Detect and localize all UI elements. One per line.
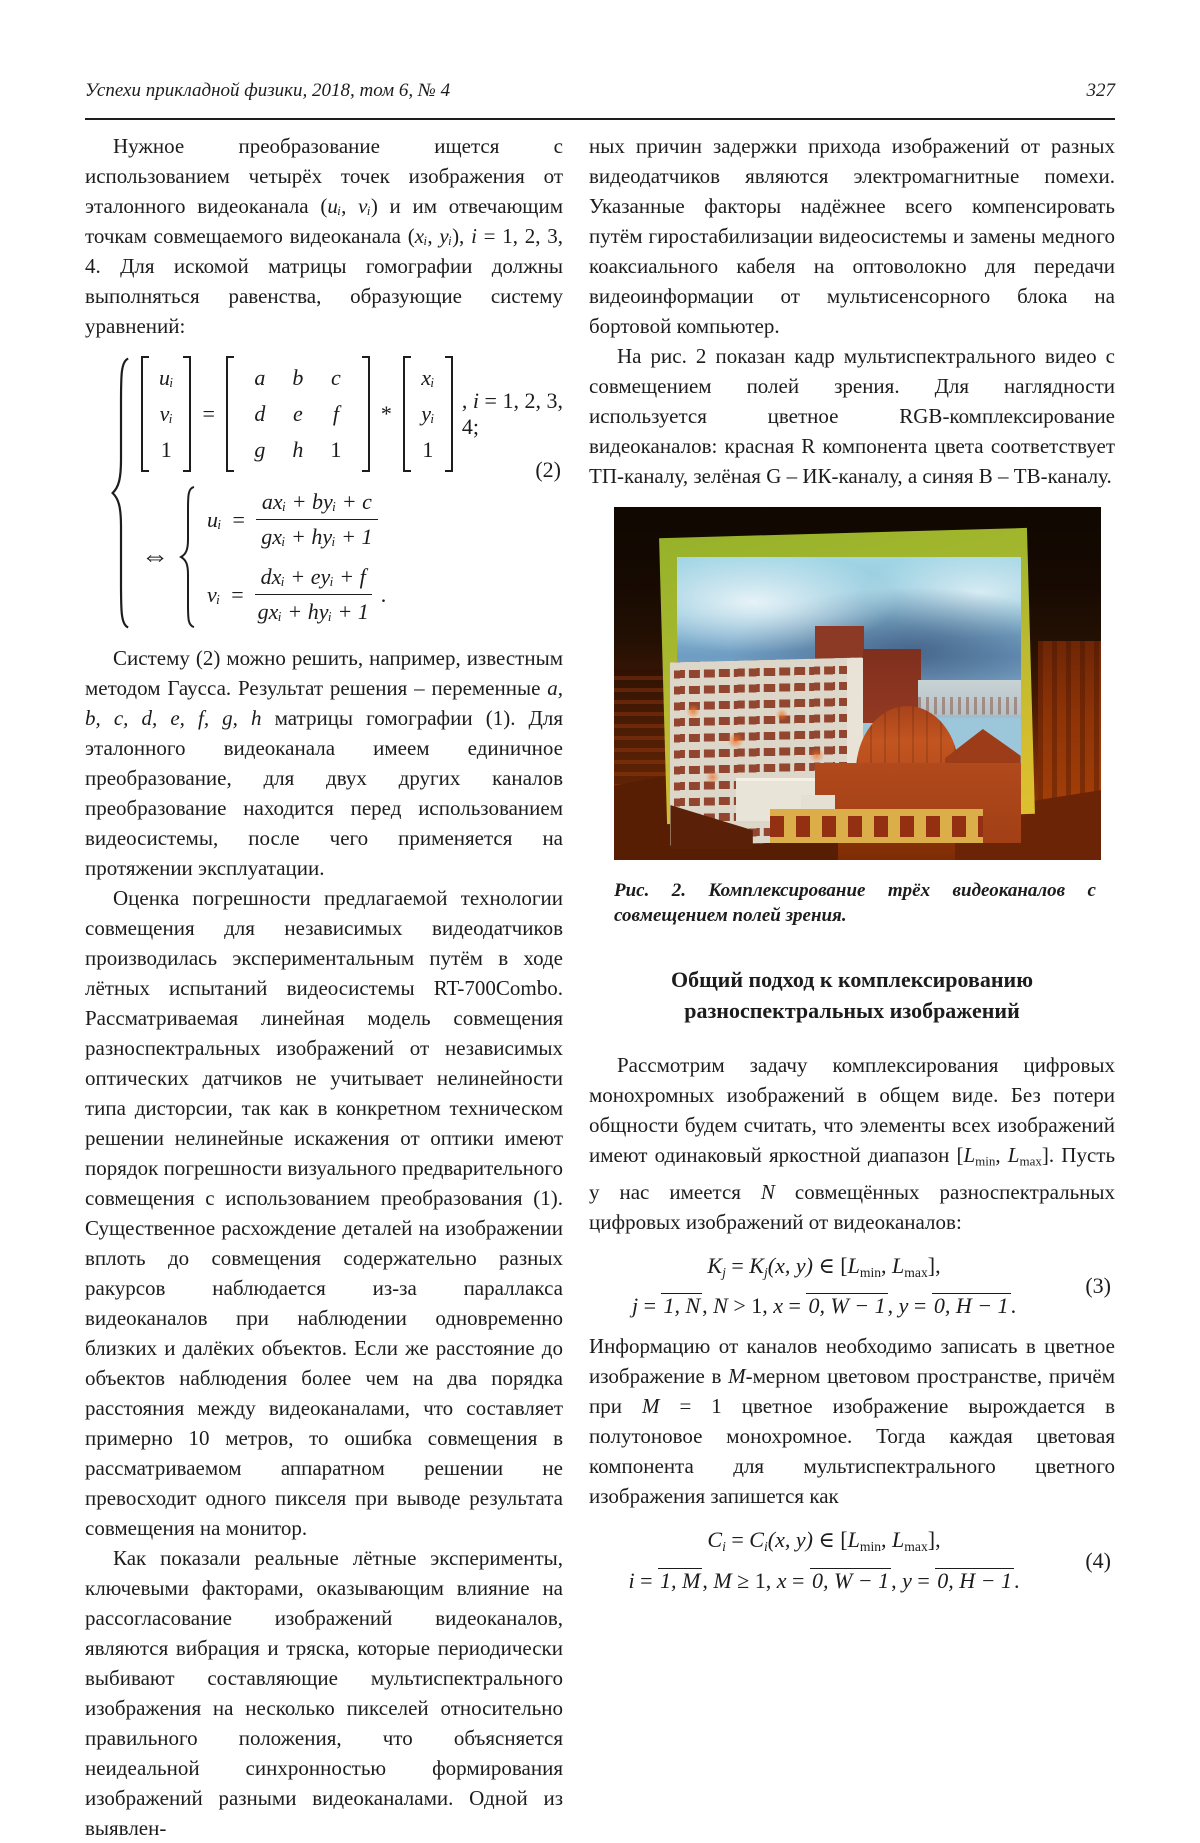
equation-3 (589, 1249, 1115, 1324)
index-range: , i = 1, 2, 3, 4; (461, 388, 563, 439)
running-head (85, 80, 1115, 102)
window-band (770, 809, 983, 843)
equation-number: (2) (535, 456, 561, 482)
left-bracket-icon (226, 356, 234, 472)
paragraph: Нужное преобразование ищется с использованием четырёх точек изображения от эталонного видеоканала (uᵢ, vᵢ) и им отвечающим точкам совмещаемого видеоканала (xᵢ, yᵢ), i = 1, 2, 3, 4. Для искомой матрицы гомографии должны выполняться равенства, образующие систему уравнений: (85, 134, 563, 338)
right-bracket-icon (362, 356, 370, 472)
rgb-field (677, 557, 1020, 843)
figure-2 (614, 507, 1101, 860)
homography-matrix: a b c d e f g h 1 (226, 356, 370, 472)
right-bracket-icon (445, 356, 453, 472)
two-column-layout (85, 131, 1115, 1843)
paragraph: Информацию от каналов необходимо записать в цветное изображение в M-мерном цветовом пространстве, причём при M = 1 цветное изображение вырождается в полутоновое монохромное. Тогда каждая цветовая компонента для мультиспектрального цветного изображения запишется как (589, 1334, 1115, 1509)
page-number: 327 (1086, 80, 1115, 101)
iff-arrow-icon: ⇔ (141, 541, 169, 572)
journal-title: Успехи прикладной физики, 2018, том 6, № 4 (85, 80, 451, 101)
right-column (589, 131, 1115, 1843)
u-fraction: uᵢ = $\frac{\text{axᵢ + byᵢ + c}}{\text{gxᵢ + hyᵢ + 1}}$ (207, 489, 386, 550)
period: . (380, 581, 387, 607)
curly-brace-inner-icon (178, 484, 198, 630)
multiply-sign: * (380, 401, 392, 426)
distant-skyline (918, 680, 1021, 714)
left-bracket-icon (403, 356, 411, 472)
equation-system (141, 356, 563, 630)
equation-3-line-1: $K_j = K_j(x$, y) ∈ [$L_{min}$, $L_{max}$], (707, 1252, 941, 1280)
v-fraction: vᵢ = $\frac{\text{dxᵢ + eyᵢ + f}}{\text{gxᵢ + hyᵢ + 1}}$ . (207, 564, 387, 624)
paragraph: Систему (2) можно решить, например, известным методом Гаусса. Результат решения – переменные a, b, c, d, e, f, g, h матрицы гомографии (1). Для эталонного видеоканала имеем единичное преобразование, для двух других каналов преобразование находится перед использованием видеосистемы, после чего применяется на протяжении эксплуатации. (85, 646, 564, 880)
equals-sign: = (202, 401, 215, 426)
paragraph: Рассмотрим задачу комплексирования цифровых монохромных изображений в общем виде. Без потери общности будем считать, что элементы всех изображений имеют одинаковый яркостной диапазон [$L_{min}$, $L_{max}$]. Пусть у нас имеется N совмещённых разноспектральных цифровых изображений от видеоканалов: (589, 1053, 1116, 1234)
equation-3-line-2: j = 1, N, N > 1, x = 0, W − 1, y = 0, H − 1. (631, 1293, 1017, 1319)
right-bracket-icon (183, 356, 191, 472)
fraction-stack (207, 489, 386, 625)
equation-2 (109, 353, 563, 633)
paragraph: Как показали реальные лётные эксперименты, ключевыми факторами, оказывающим влияние на рассогласование изображений видеоканалов, являются вибрация и тряска, которые периодически выбивают составляющие мультиспектрального изображения на несколько пикселей относительно правильного положения, что объясняется неидеальной синхронностью формирования изображений разными видеоканалами. Одной из выявлен- (85, 1546, 563, 1840)
uv-vector: uᵢ vᵢ 1 (141, 356, 191, 472)
left-column (85, 131, 563, 1843)
paragraph: Оценка погрешности предлагаемой технологии совмещения для независимых видеодатчиков производилась экспериментальным путём в ходе лётных испытаний видеосистемы RT-700Combo. Рассматриваемая линейная модель совмещения разноспектральных изображений от независимых оптических датчиков не учитывает нелинейности типа дисторсии, так как в конкретном техническом решении нелинейные искажения от оптики имеют порядок погрешности визуального предварительного совмещения с использованием преобразования (1). Существенное расхождение деталей на изображении вплоть до совмещения содержательно разных ракурсов наблюдается из-за параллакса видеоканалов при наблюдении одновременно близких и далёких объектов. Если же расстояние до объектов наблюдения более чем на два порядка расстояния между видеоканалами, что составляет примерно 10 метров, то ошибка совмещения в рассматриваемом аппаратном решении не превосходит одного пикселя при выводе результата совмещения на монитор. (85, 886, 563, 1540)
curly-brace-outer-icon (109, 353, 133, 633)
header-rule (85, 118, 1115, 120)
thermal-background (614, 507, 1101, 860)
figure-caption: Рис. 2. Комплексирование трёх видеоканалов с совмещением полей зрения. (614, 880, 1096, 926)
equation-4-line-2: i = 1, M, M ≥ 1, x = 0, W − 1, y = 0, H − 1. (628, 1568, 1020, 1594)
paragraph: ных причин задержки прихода изображений от разных видеодатчиков являются электромагнитные помехи. Указанные факторы надёжнее всего компенсировать путём гиростабилизации видеосистемы и замены медного коаксиального кабеля на оптоволокно для передачи видеоинформации от мультисенсорного блока на бортовой компьютер. (589, 134, 1115, 338)
equation-4-line-1: $C_i = C_i(x$, y) ∈ [$L_{min}$, $L_{max}$], (707, 1527, 941, 1555)
figure-label: Рис. 2. (614, 880, 687, 901)
paragraph: На рис. 2 показан кадр мультиспектрального видео с совмещением полей зрения. Для наглядности используется цветное RGB-комплексирование видеоканалов: красная R компонента цвета соответствует ТП-каналу, зелёная G – ИК-каналу, а синяя B – ТВ-каналу. (589, 344, 1115, 488)
matrix-equation-row (141, 356, 563, 472)
equation-4 (589, 1523, 1115, 1598)
section-heading: Общий подход к комплексированию разноспектральных изображений (670, 967, 1034, 1023)
left-bracket-icon (141, 356, 149, 472)
fraction-equation-row (141, 484, 563, 630)
xy-vector: xᵢ yᵢ 1 (403, 356, 453, 472)
equation-number: (4) (1085, 1547, 1111, 1573)
equation-number: (3) (1085, 1273, 1111, 1299)
